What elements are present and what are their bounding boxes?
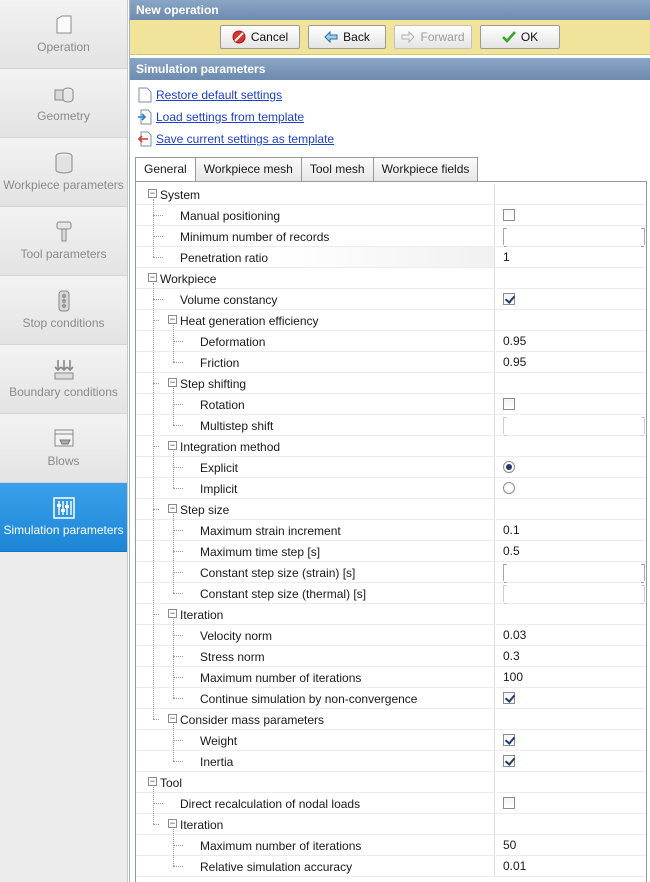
- restore-defaults-row: [138, 84, 650, 106]
- tree-connector: [173, 467, 183, 468]
- tree-property-row: [136, 793, 646, 814]
- property-value-cell: [495, 793, 646, 813]
- tree-connector: [173, 866, 183, 867]
- tree-group-row: [136, 604, 646, 625]
- tree-connector: [153, 824, 159, 825]
- property-name-cell: [136, 289, 495, 309]
- property-label: Stress norm: [200, 650, 265, 664]
- tree-property-row: [136, 751, 646, 772]
- property-value-cell: [495, 184, 646, 204]
- tree-connector: [173, 388, 174, 425]
- save-template-icon: [138, 131, 152, 147]
- boundary-arrows-icon: [52, 358, 76, 382]
- tree-connector: [173, 845, 183, 846]
- nav-item-label: Tool parameters: [20, 247, 107, 261]
- property-label: Direct recalculation of nodal loads: [180, 797, 361, 811]
- property-label: Friction: [200, 356, 240, 370]
- nav-item-simulation-parameters[interactable]: [0, 483, 127, 552]
- property-label: Multistep shift: [200, 419, 274, 433]
- property-label: Relative simulation accuracy: [200, 860, 353, 874]
- property-label: Iteration: [180, 818, 224, 832]
- property-grid: [135, 181, 647, 882]
- property-name-cell: [136, 373, 495, 393]
- property-name-cell: [136, 247, 495, 267]
- tree-connector: [173, 514, 174, 593]
- property-name-cell: [136, 604, 495, 624]
- geometry-icon: [52, 82, 76, 106]
- tree-property-row: [136, 415, 646, 436]
- tree-property-row: [136, 835, 646, 856]
- tree-connector: [173, 404, 183, 405]
- property-label: Consider mass parameters: [180, 713, 325, 727]
- nav-item-label: Simulation parameters: [3, 523, 124, 537]
- tree-connector: [153, 215, 163, 216]
- tree-connector: [153, 283, 154, 719]
- property-name-cell: [136, 331, 495, 351]
- collapse-toggle-icon[interactable]: −: [169, 608, 176, 618]
- property-name-cell: [136, 226, 495, 246]
- tab-tool-mesh[interactable]: Tool mesh: [301, 157, 374, 181]
- nav-item-workpiece-parameters[interactable]: [0, 138, 127, 207]
- property-name-cell: [136, 520, 495, 540]
- property-label: Penetration ratio: [180, 251, 269, 265]
- tree-connector: [173, 635, 183, 636]
- property-label: Implicit: [200, 482, 238, 496]
- property-name-cell: [136, 562, 495, 582]
- property-value[interactable]: 0.03: [503, 628, 527, 642]
- property-name-cell: [136, 184, 495, 204]
- tree-property-row: [136, 688, 646, 709]
- property-label: Integration method: [180, 440, 281, 454]
- tree-property-row: [136, 730, 646, 751]
- property-label: Maximum strain increment: [200, 524, 341, 538]
- cancel-button[interactable]: Cancel: [220, 25, 300, 49]
- tree-group-row: [136, 184, 646, 205]
- property-name-cell: [136, 457, 495, 477]
- property-value-cell: [495, 772, 646, 792]
- property-value-cell: [495, 394, 646, 414]
- property-label: Minimum number of records: [180, 230, 330, 244]
- tab-workpiece-mesh[interactable]: Workpiece mesh: [195, 157, 302, 181]
- tree-connector: [153, 299, 163, 300]
- tree-property-row: [136, 394, 646, 415]
- property-name-cell: [136, 793, 495, 813]
- tree-property-row: [136, 541, 646, 562]
- checkbox[interactable]: [503, 398, 515, 410]
- tree-connector: [173, 425, 183, 426]
- property-label: Iteration: [180, 608, 224, 622]
- property-name-cell: [136, 583, 495, 603]
- radio-button[interactable]: [503, 461, 515, 473]
- collapse-toggle-icon[interactable]: −: [169, 503, 176, 513]
- tree-connector: [173, 551, 183, 552]
- property-value-cell: [495, 205, 646, 225]
- property-label: Heat generation efficiency: [180, 314, 319, 328]
- tree-connector: [173, 698, 183, 699]
- back-button[interactable]: Back: [308, 25, 386, 49]
- property-label: Tool: [160, 776, 183, 790]
- property-value-cell: [495, 499, 646, 519]
- tree-property-row: [136, 646, 646, 667]
- tree-connector: [173, 341, 183, 342]
- property-value-cell: [495, 856, 646, 876]
- tree-property-row: [136, 583, 646, 604]
- property-value[interactable]: 0.95: [503, 355, 527, 369]
- traffic-light-icon: [52, 289, 76, 313]
- tree-connector: [173, 362, 183, 363]
- tree-connector: [173, 593, 183, 594]
- property-name-cell: [136, 352, 495, 372]
- tree-property-row: [136, 562, 646, 583]
- tree-group-row: [136, 436, 646, 457]
- property-label: Weight: [200, 734, 238, 748]
- save-template-row: [138, 128, 650, 150]
- restore-default-settings-link[interactable]: Restore default settings: [156, 88, 283, 102]
- arrow-right-icon: [401, 30, 415, 44]
- property-name-cell: [136, 730, 495, 750]
- collapse-toggle-icon[interactable]: −: [149, 776, 156, 786]
- property-label: Inertia: [200, 755, 234, 769]
- property-value-cell: [495, 646, 646, 666]
- property-value-cell: [495, 751, 646, 771]
- property-name-cell: [136, 499, 495, 519]
- property-name-cell: [136, 667, 495, 687]
- nav-item-label: Geometry: [37, 109, 90, 123]
- property-value-cell: [495, 226, 646, 246]
- property-name-cell: [136, 436, 495, 456]
- property-label: Maximum number of iterations: [200, 839, 362, 853]
- property-value-cell: [495, 436, 646, 456]
- collapse-toggle-icon[interactable]: −: [169, 377, 176, 387]
- tree-group-row: [136, 310, 646, 331]
- property-value-cell: [495, 583, 646, 603]
- property-label: Rotation: [200, 398, 245, 412]
- button-bar: [130, 20, 650, 55]
- property-label: Deformation: [200, 335, 266, 349]
- tree-connector: [173, 488, 183, 489]
- property-label: Explicit: [200, 461, 239, 475]
- tree-connector: [173, 325, 174, 362]
- property-label: Step size: [180, 503, 230, 517]
- links-group: [130, 80, 650, 150]
- property-value[interactable]: 0.1: [503, 523, 520, 537]
- checkbox[interactable]: [503, 293, 515, 305]
- property-value[interactable]: 0.95: [503, 334, 527, 348]
- window-title: New operation: [130, 0, 650, 20]
- checkbox[interactable]: [503, 692, 515, 704]
- tree-group-row: [136, 268, 646, 289]
- property-value-cell: [495, 310, 646, 330]
- tree-property-row: [136, 667, 646, 688]
- tree-property-row: [136, 226, 646, 247]
- property-value[interactable]: 0.5: [503, 544, 520, 558]
- property-value-cell: [495, 373, 646, 393]
- load-settings-from-template-link[interactable]: Load settings from template: [156, 110, 305, 124]
- property-label: Workpiece: [160, 272, 217, 286]
- property-value-cell: [495, 688, 646, 708]
- document-icon: [138, 87, 152, 103]
- property-value-cell: [495, 331, 646, 351]
- forward-button[interactable]: Forward: [394, 25, 472, 49]
- tree-connector: [173, 829, 174, 866]
- tree-group-row: [136, 373, 646, 394]
- tree-property-row: [136, 856, 646, 877]
- property-value-cell: [495, 730, 646, 750]
- property-value-cell: [495, 352, 646, 372]
- property-value[interactable]: 50: [503, 838, 517, 852]
- nav-item-label: Stop conditions: [22, 316, 105, 330]
- property-name-cell: [136, 625, 495, 645]
- value-input: [503, 417, 645, 434]
- property-value[interactable]: 100: [503, 670, 524, 684]
- sliders-icon: [52, 496, 76, 520]
- section-title: Simulation parameters: [130, 58, 650, 80]
- nav-item-stop-conditions[interactable]: [0, 276, 127, 345]
- tree-property-row: [136, 289, 646, 310]
- blows-icon: [52, 427, 76, 451]
- collapse-toggle-icon[interactable]: −: [169, 818, 176, 828]
- checkmark-icon: [502, 30, 516, 44]
- property-label: Velocity norm: [200, 629, 273, 643]
- nav-item-boundary-conditions[interactable]: [0, 345, 127, 414]
- tree-connector: [173, 656, 183, 657]
- tree-connector: [173, 530, 183, 531]
- value-input: [503, 585, 645, 602]
- tool-icon: [52, 220, 76, 244]
- checkbox[interactable]: [503, 755, 515, 767]
- tree-property-row: [136, 331, 646, 352]
- tree-property-row: [136, 625, 646, 646]
- tree-connector: [153, 787, 154, 824]
- tab-workpiece-fields[interactable]: Workpiece fields: [373, 157, 479, 181]
- tree-group-row: [136, 772, 646, 793]
- property-value-cell: [495, 562, 646, 582]
- property-label: Constant step size (strain) [s]: [200, 566, 356, 580]
- tree-property-row: [136, 247, 646, 268]
- radio-button[interactable]: [503, 482, 515, 494]
- checkbox[interactable]: [503, 734, 515, 746]
- tree-connector: [173, 724, 174, 761]
- tree-connector: [153, 199, 154, 257]
- collapse-toggle-icon[interactable]: −: [169, 713, 176, 723]
- property-label: Constant step size (thermal) [s]: [200, 587, 367, 601]
- tree-group-row: [136, 709, 646, 730]
- property-value-cell: [495, 268, 646, 288]
- tree-connector: [153, 236, 163, 237]
- checkbox[interactable]: [503, 209, 515, 221]
- property-value-cell: [495, 814, 646, 834]
- property-name-cell: [136, 835, 495, 855]
- tree-property-row: [136, 520, 646, 541]
- nav-item-label: Blows: [47, 454, 80, 468]
- load-template-icon: [138, 109, 152, 125]
- property-value-cell: [495, 457, 646, 477]
- tree-connector: [153, 257, 163, 258]
- tree-connector: [173, 761, 183, 762]
- load-template-row: [138, 106, 650, 128]
- property-name-cell: [136, 814, 495, 834]
- property-value-cell: [495, 415, 646, 435]
- left-navigation: [0, 0, 128, 882]
- tab-strip: [135, 157, 477, 181]
- tree-property-row: [136, 457, 646, 478]
- property-name-cell: [136, 310, 495, 330]
- property-value-cell: [495, 247, 646, 267]
- tree-connector: [173, 677, 183, 678]
- property-name-cell: [136, 205, 495, 225]
- tree-connector: [153, 719, 159, 720]
- collapse-toggle-icon[interactable]: −: [169, 440, 176, 450]
- tree-connector: [173, 572, 183, 573]
- nav-item-geometry[interactable]: [0, 69, 127, 138]
- property-name-cell: [136, 415, 495, 435]
- property-label: Maximum time step [s]: [200, 545, 321, 559]
- property-label: Step shifting: [180, 377, 247, 391]
- tab-general[interactable]: General: [135, 157, 196, 182]
- nav-item-operation[interactable]: [0, 0, 127, 69]
- tree-group-row: [136, 499, 646, 520]
- tree-connector: [173, 451, 174, 488]
- tree-property-row: [136, 205, 646, 226]
- property-value-cell: [495, 520, 646, 540]
- value-input[interactable]: [503, 564, 645, 581]
- nav-item-tool-parameters[interactable]: [0, 207, 127, 276]
- property-value-cell: [495, 835, 646, 855]
- property-value-cell: [495, 667, 646, 687]
- property-value-cell: [495, 709, 646, 729]
- cancel-icon: [232, 30, 246, 44]
- tree-connector: [173, 740, 183, 741]
- property-name-cell: [136, 646, 495, 666]
- property-label: Manual positioning: [180, 209, 281, 223]
- arrow-left-icon: [324, 30, 338, 44]
- tree-group-row: [136, 814, 646, 835]
- property-value[interactable]: 0.3: [503, 649, 520, 663]
- property-name-cell: [136, 478, 495, 498]
- collapse-toggle-icon[interactable]: −: [149, 188, 156, 198]
- property-name-cell: [136, 751, 495, 771]
- property-name-cell: [136, 709, 495, 729]
- nav-item-label: Boundary conditions: [9, 385, 118, 399]
- property-name-cell: [136, 394, 495, 414]
- nav-item-label: Operation: [37, 40, 90, 54]
- workpiece-icon: [52, 151, 76, 175]
- save-settings-as-template-link[interactable]: Save current settings as template: [156, 132, 335, 146]
- property-value-cell: [495, 289, 646, 309]
- checkbox[interactable]: [503, 797, 515, 809]
- tree-connector: [153, 803, 163, 804]
- tree-property-row: [136, 352, 646, 373]
- nav-item-label: Workpiece parameters: [3, 178, 124, 192]
- property-name-cell: [136, 688, 495, 708]
- property-value-cell: [495, 625, 646, 645]
- collapse-toggle-icon[interactable]: −: [149, 272, 156, 282]
- value-input[interactable]: [503, 228, 645, 245]
- property-label: Volume constancy: [180, 293, 278, 307]
- property-value-cell: [495, 541, 646, 561]
- main-panel: [129, 0, 650, 882]
- property-value[interactable]: 0.01: [503, 859, 527, 873]
- property-name-cell: [136, 268, 495, 288]
- property-label: Continue simulation by non-convergence: [200, 692, 418, 706]
- property-value[interactable]: 1: [503, 250, 510, 264]
- tree-property-row: [136, 478, 646, 499]
- operation-icon: [52, 13, 76, 37]
- property-label: System: [160, 188, 201, 202]
- property-value-cell: [495, 478, 646, 498]
- collapse-toggle-icon[interactable]: −: [169, 314, 176, 324]
- tree-connector: [173, 619, 174, 698]
- property-name-cell: [136, 772, 495, 792]
- property-name-cell: [136, 541, 495, 561]
- property-label: Maximum number of iterations: [200, 671, 362, 685]
- nav-item-blows[interactable]: [0, 414, 127, 483]
- ok-button[interactable]: OK: [480, 25, 560, 49]
- property-name-cell: [136, 856, 495, 876]
- property-value-cell: [495, 604, 646, 624]
